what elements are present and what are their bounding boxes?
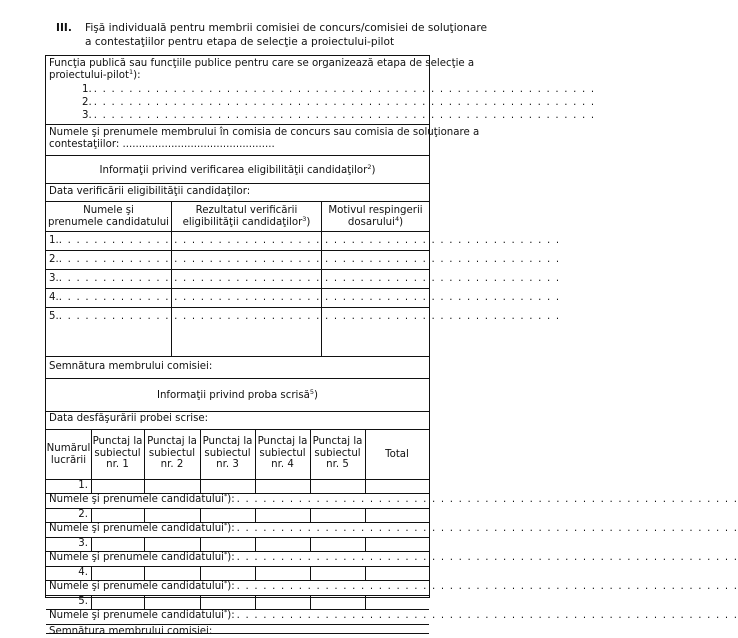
candidate-name-line[interactable]: Numele şi prenumele candidatului*): . . . . . . . . . . . . . . . . . . . . . . . . . . . . . . . . . . . . . . . . . . . . . . . . . . . . . . . . . bbox=[49, 521, 738, 534]
score-cell-col-3[interactable] bbox=[145, 480, 199, 492]
divider bbox=[46, 155, 429, 156]
function-label-line1: Funcţia publică sau funcţiile publice pentru care se organizează etapa de selecţie a bbox=[49, 58, 475, 69]
function-item[interactable] bbox=[82, 97, 596, 109]
written-signature-label[interactable]: Semnătura membrului comisiei: bbox=[49, 626, 213, 637]
score-cell-col-6[interactable] bbox=[311, 596, 364, 608]
member-label-line1: Numele şi prenumele membrului în comisia de concurs sau comisia de soluţionare a bbox=[49, 127, 480, 138]
score-cell-col-2[interactable] bbox=[92, 596, 143, 608]
score-cell-col-4[interactable] bbox=[201, 480, 254, 492]
dotted-line: . . . . . . . . . . . . . . . . . . . . . . . . . . . . . . . . . . . . . . . . . . . . . . . . . . . . . . . . . bbox=[58, 273, 561, 284]
dotted-line: . . . . . . . . . . . . . . . . . . . . . . . . . . . . . . . . . . . . . . . . . . . . . . . . . . . . . . . . . bbox=[236, 523, 738, 534]
function-item-number: 2. bbox=[82, 97, 92, 108]
divider bbox=[46, 633, 429, 634]
score-cell-col-4[interactable] bbox=[201, 596, 254, 608]
eligibility-row-label[interactable] bbox=[49, 235, 561, 247]
dotted-line: . . . . . . . . . . . . . . . . . . . . . . . . . . . . . . . . . . . . . . . . . . . . . . . . . . . . . . . . . bbox=[58, 311, 561, 322]
row-number: 3. bbox=[49, 273, 59, 284]
divider bbox=[46, 356, 429, 357]
divider bbox=[46, 624, 429, 625]
written-header-col-4: Punctaj la subiectul nr. 3 bbox=[202, 436, 253, 470]
score-cell-col-3[interactable] bbox=[145, 509, 199, 521]
written-row-number[interactable]: 5. bbox=[78, 596, 88, 607]
score-cell-col-2[interactable] bbox=[92, 567, 143, 579]
eligibility-col-reason-header: Motivul respingerii dosarului$^4$) bbox=[328, 205, 423, 228]
score-cell-col-3[interactable] bbox=[145, 567, 199, 579]
dotted-line: . . . . . . . . . . . . . . . . . . . . . . . . . . . . . . . . . . . . . . . . . . . . . . . . . . . . . . . . . bbox=[58, 235, 561, 246]
score-cell-col-5[interactable] bbox=[256, 567, 309, 579]
score-cell-col-6[interactable] bbox=[311, 509, 364, 521]
eligibility-row-label[interactable] bbox=[49, 292, 561, 304]
eligibility-row-label[interactable] bbox=[49, 311, 561, 323]
written-header-col-3: Punctaj la subiectul nr. 2 bbox=[147, 436, 197, 470]
written-date-label[interactable]: Data desfăşurării probei scrise: bbox=[49, 413, 209, 424]
dotted-line: . . . . . . . . . . . . . . . . . . . . . . . . . . . . . . . . . . . . . . . . . . . . . . . . . . . . . . . . . bbox=[236, 581, 738, 592]
function-item-number: 1. bbox=[82, 84, 92, 95]
eligibility-col-result-header: Rezultatul verificării eligibilităţii candidaţilor$^3$) bbox=[182, 205, 311, 228]
section-title-line2: a contestaţiilor pentru etapa de selecţie a proiectului-pilot bbox=[85, 36, 395, 48]
eligibility-date-label[interactable]: Data verificării eligibilităţii candidaţilor: bbox=[49, 186, 251, 197]
candidate-name-line[interactable]: Numele şi prenumele candidatului*): . . . . . . . . . . . . . . . . . . . . . . . . . . . . . . . . . . . . . . . . . . . . . . . . . . . . . . . . . bbox=[49, 579, 738, 592]
candidate-name-line[interactable]: Numele şi prenumele candidatului*): . . . . . . . . . . . . . . . . . . . . . . . . . . . . . . . . . . . . . . . . . . . . . . . . . . . . . . . . . bbox=[49, 492, 738, 505]
score-cell-col-2[interactable] bbox=[92, 509, 143, 521]
written-row-number[interactable]: 4. bbox=[78, 567, 88, 578]
written-header-col-7: Total bbox=[385, 449, 409, 460]
dotted-line: . . . . . . . . . . . . . . . . . . . . . . . . . . . . . . . . . . . . . . . . . . . . . . . . . . . . . . . . . bbox=[93, 110, 596, 121]
written-row-number[interactable]: 2. bbox=[78, 509, 88, 520]
eligibility-row-label[interactable] bbox=[49, 254, 561, 266]
score-cell-col-4[interactable] bbox=[201, 538, 254, 550]
function-label-line2: proiectului-pilot$^1$): bbox=[49, 68, 141, 81]
form-frame bbox=[45, 55, 738, 637]
score-cell-col-3[interactable] bbox=[145, 538, 199, 550]
written-header-col-2: Punctaj la subiectul nr. 1 bbox=[92, 436, 143, 470]
divider bbox=[46, 201, 429, 202]
divider bbox=[46, 183, 429, 184]
section-title-line1: Fişă individuală pentru membrii comisiei de concurs/comisiei de soluţionare bbox=[85, 22, 487, 34]
written-row-number[interactable]: 3. bbox=[78, 538, 88, 549]
written-header-col-6: Punctaj la subiectul nr. 5 bbox=[312, 436, 363, 470]
written-header-col-5: Punctaj la subiectul nr. 4 bbox=[257, 436, 308, 470]
divider bbox=[46, 307, 429, 308]
row-number: 5. bbox=[49, 311, 59, 322]
divider bbox=[46, 269, 429, 270]
eligibility-row-label[interactable] bbox=[49, 273, 561, 285]
written-test-title: Informaţii privind proba scrisă$^5$) bbox=[156, 388, 319, 401]
score-cell-col-5[interactable] bbox=[256, 480, 309, 492]
row-number: 4. bbox=[49, 292, 59, 303]
score-cell-col-2[interactable] bbox=[92, 538, 143, 550]
function-item[interactable] bbox=[82, 110, 596, 122]
score-cell-col-6[interactable] bbox=[311, 567, 364, 579]
eligibility-signature-label[interactable]: Semnătura membrului comisiei: bbox=[49, 361, 213, 372]
dotted-line: . . . . . . . . . . . . . . . . . . . . . . . . . . . . . . . . . . . . . . . . . . . . . . . . . . . . . . . . . bbox=[93, 84, 596, 95]
score-cell-col-7[interactable] bbox=[366, 480, 428, 492]
divider bbox=[46, 429, 429, 430]
score-cell-col-7[interactable] bbox=[366, 567, 428, 579]
dotted-line: . . . . . . . . . . . . . . . . . . . . . . . . . . . . . . . . . . . . . . . . . . . . . . . . . . . . . . . . . bbox=[58, 254, 561, 265]
score-cell-col-6[interactable] bbox=[311, 538, 364, 550]
row-number: 2. bbox=[49, 254, 59, 265]
eligibility-title: Informaţii privind verificarea eligibilităţii candidaţilor$^2$) bbox=[99, 163, 376, 176]
member-label-line2[interactable]: contestaţiilor: ............................................... bbox=[49, 139, 275, 150]
candidate-name-line[interactable]: Numele şi prenumele candidatului*): . . . . . . . . . . . . . . . . . . . . . . . . . . . . . . . . . . . . . . . . . . . . . . . . . . . . . . . . . bbox=[49, 550, 738, 563]
score-cell-col-2[interactable] bbox=[92, 480, 143, 492]
dotted-line: . . . . . . . . . . . . . . . . . . . . . . . . . . . . . . . . . . . . . . . . . . . . . . . . . . . . . . . . . bbox=[236, 494, 738, 505]
section-number: III. bbox=[56, 22, 72, 34]
written-header-col-1: Numărul lucrării bbox=[46, 443, 91, 466]
row-number: 1. bbox=[49, 235, 59, 246]
dotted-line: . . . . . . . . . . . . . . . . . . . . . . . . . . . . . . . . . . . . . . . . . . . . . . . . . . . . . . . . . bbox=[58, 292, 561, 303]
score-cell-col-7[interactable] bbox=[366, 538, 428, 550]
score-cell-col-4[interactable] bbox=[201, 567, 254, 579]
dotted-line: . . . . . . . . . . . . . . . . . . . . . . . . . . . . . . . . . . . . . . . . . . . . . . . . . . . . . . . . . bbox=[93, 97, 596, 108]
eligibility-col-name-header: Numele şi prenumele candidatului bbox=[47, 205, 170, 228]
score-cell-col-3[interactable] bbox=[145, 596, 199, 608]
function-item[interactable] bbox=[82, 84, 596, 96]
score-cell-col-4[interactable] bbox=[201, 509, 254, 521]
divider bbox=[46, 411, 429, 412]
score-cell-col-7[interactable] bbox=[366, 596, 428, 608]
divider bbox=[46, 231, 429, 232]
score-cell-col-5[interactable] bbox=[256, 596, 309, 608]
candidate-name-line[interactable]: Numele şi prenumele candidatului*): . . . . . . . . . . . . . . . . . . . . . . . . . . . . . . . . . . . . . . . . . . . . . . . . . . . . . . . . . bbox=[49, 608, 738, 621]
score-cell-col-5[interactable] bbox=[256, 509, 309, 521]
score-cell-col-6[interactable] bbox=[311, 480, 364, 492]
written-row-number[interactable]: 1. bbox=[78, 480, 88, 491]
dotted-line: . . . . . . . . . . . . . . . . . . . . . . . . . . . . . . . . . . . . . . . . . . . . . . . . . . . . . . . . . bbox=[236, 610, 738, 621]
dotted-line: . . . . . . . . . . . . . . . . . . . . . . . . . . . . . . . . . . . . . . . . . . . . . . . . . . . . . . . . . bbox=[236, 552, 738, 563]
score-cell-col-7[interactable] bbox=[366, 509, 428, 521]
function-item-number: 3. bbox=[82, 110, 92, 121]
divider bbox=[46, 288, 429, 289]
divider bbox=[46, 250, 429, 251]
score-cell-col-5[interactable] bbox=[256, 538, 309, 550]
divider bbox=[46, 124, 429, 125]
divider bbox=[46, 378, 429, 379]
